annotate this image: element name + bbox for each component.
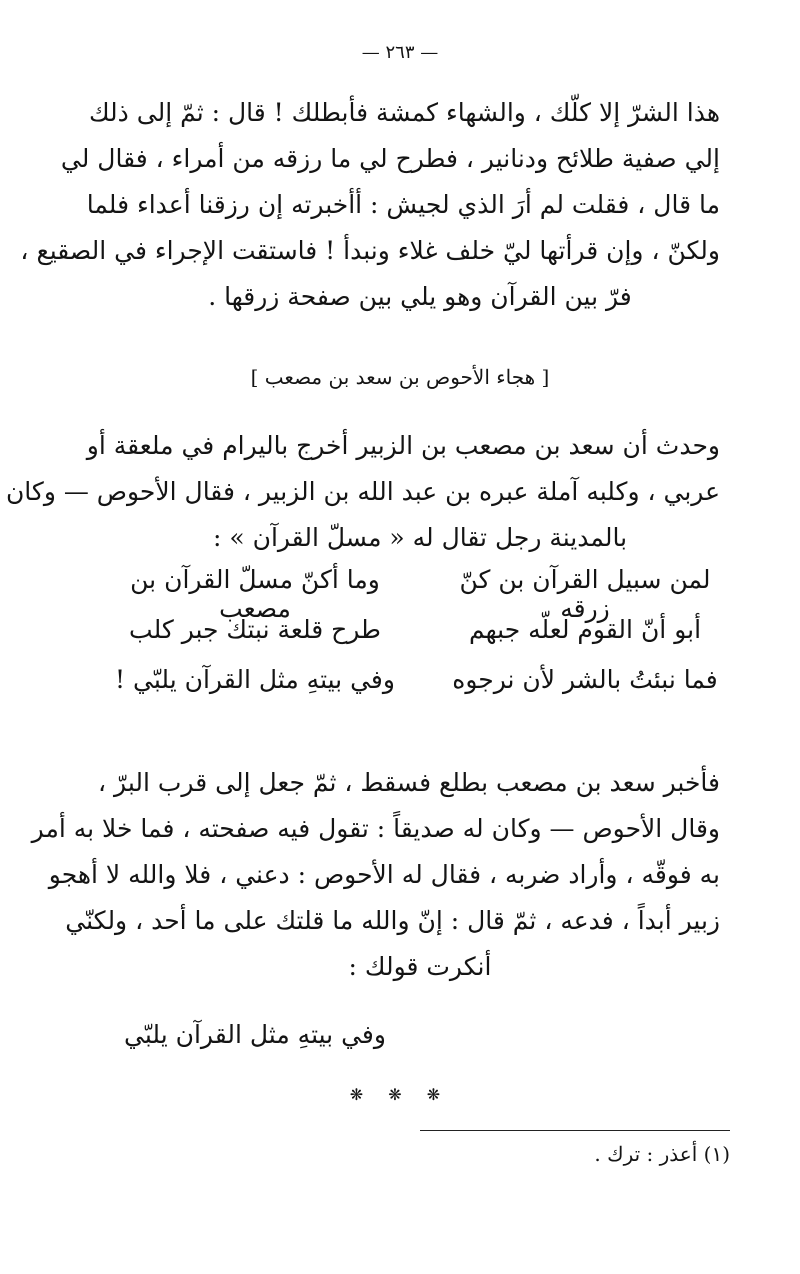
footnote-divider <box>420 1130 730 1131</box>
text-line: به فوقّه ، وأراد ضربه ، فقال له الأحوص : دعني ، فلا والله لا أهجو <box>48 860 720 889</box>
text-line: هذا الشرّ إلا كلّك ، والشهاء كمشة فأبطلك ! قال : ثمّ إلى ذلك <box>88 98 720 127</box>
verse-hemistich-right: فما نبئتُ بالشر لأن نرجوه <box>452 665 718 694</box>
text-line: عربي ، وكلبه آملة عبره بن عبد الله بن الزبير ، فقال الأحوص — وكان <box>5 477 720 506</box>
paragraph-1 <box>20 90 720 320</box>
footnote: (١) أعذر : ترك . <box>594 1142 730 1166</box>
text-line: إلي صفية طلائح ودنانير ، فطرح لي ما رزقه من أمراء ، فقال لي <box>60 144 720 173</box>
text-line: بالمدينة رجل تقال له « مسلّ القرآن » : <box>212 523 628 552</box>
text-line: وقال الأحوص — وكان له صديقاً : تقول فيه صفحته ، فما خلا به أمر <box>31 814 720 843</box>
text-line: فأخبر سعد بن مصعب بطلع فسقط ، ثمّ جعل إلى قرب البرّ ، <box>98 768 720 797</box>
text-line: زبير أبداً ، فدعه ، ثمّ قال : إنّ والله ما قلتك على ما أحد ، ولكنّي <box>65 906 720 935</box>
paragraph-3 <box>31 760 720 990</box>
text-line: ولكنّ ، وإن قرأتها ليّ خلف غلاء ونبدأ ! فاستقت الإجراء في الصقيع ، <box>20 236 720 265</box>
poem-verse <box>110 665 730 715</box>
text-line: وحدث أن سعد بن مصعب بن الزبير أخرج باليرام في ملعقة أو <box>86 431 720 460</box>
section-ornament: ❋ ❋ ❋ <box>349 1085 451 1104</box>
text-line: ما قال ، فقلت لم أرَ الذي لجيش : أأخبرته إن رزقنا أعداء فلما <box>86 190 720 219</box>
verse-hemistich-right: أبو أنّ القوم لعلّه جبهم <box>468 615 702 644</box>
section-heading: [ هجاء الأحوص بن سعد بن مصعب ] <box>250 365 550 389</box>
text-line: أنكرت قولك : <box>348 952 492 981</box>
poem-block <box>110 565 730 715</box>
page-number: — ٢٦٣ — <box>361 42 439 63</box>
text-line: فرّ بين القرآن وهو يلي بين صفحة زرقها . <box>208 282 632 311</box>
verse-hemistich-left: وفي بيتهِ مثل القرآن يلبّي <box>124 1020 386 1049</box>
poem-verse <box>110 1020 730 1070</box>
poem-verse <box>110 565 730 623</box>
verse-hemistich-right: لمن سبيل القرآن بن كنّ زرقه <box>459 565 711 623</box>
verse-hemistich-right <box>440 1020 730 1070</box>
verse-hemistich-left: طرح قلعة نبتك جبر كلب <box>129 615 381 644</box>
paragraph-2 <box>5 423 720 561</box>
poem-verse <box>110 615 730 665</box>
verse-hemistich-left: وما أكنّ مسلّ القرآن بن مصعب <box>130 565 380 623</box>
verse-hemistich-left: وفي بيتهِ مثل القرآن يلبّي ! <box>115 665 395 694</box>
poem-block <box>110 1020 730 1070</box>
